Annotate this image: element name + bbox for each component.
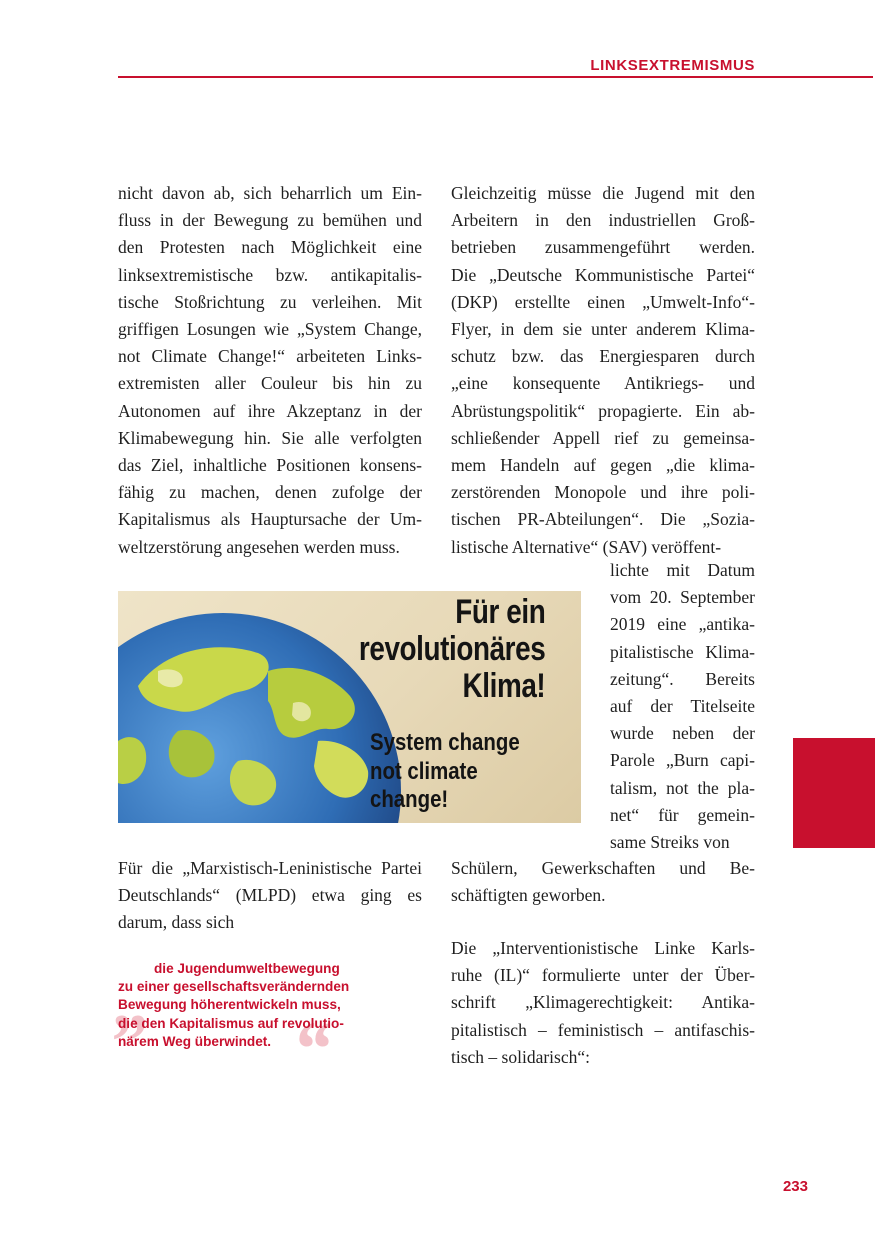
right-column-continuation [451,855,755,909]
text-line: schutz bzw. das Energiesparen durch [451,346,755,367]
climate-poster-image [118,591,581,823]
text-line: darum, dass sich [118,912,235,933]
text-line: linksextremistische bzw. antikapitalis- [118,264,422,285]
text-line: zerstörenden Monopole und ihre poli- [451,482,755,503]
text-line: pitalistische Klima- [610,641,755,662]
poster-subheading-line: change! [370,786,449,813]
poster-heading-line: Klima! [462,667,545,705]
text-line: Deutschlands“ (MLPD) etwa ging es [118,885,422,906]
text-line: pitalistisch – feministisch – antifaschis- [451,1019,755,1040]
running-header: LINKSEXTREMISMUS [590,57,755,74]
text-line: Für die „Marxistisch-Leninistische Partei [118,858,422,878]
right-column-paragraph [451,935,755,1071]
text-line: tische Stoßrichtung zu verleihen. Mit [118,291,422,312]
text-line: Flyer, in dem sie unter anderem Klima- [451,319,755,340]
pull-quote-line: die Jugendumweltbewegung [154,961,340,976]
text-line: (DKP) erstellte einen „Umwelt-Info“- [451,291,755,312]
text-line: Klimabewegung hin. Sie alle verfolgten [118,427,422,448]
text-line: 2019 eine „antika- [610,614,755,635]
left-column-text [118,180,422,561]
text-line: weltzerstörung angesehen werden muss. [118,536,400,557]
text-line: nicht davon ab, sich beharrlich um Ein- [118,183,422,203]
text-line: listische Alternative“ (SAV) veröffent- [451,536,722,557]
text-line: Parole „Burn capi- [610,750,755,771]
text-line: den Protesten nach Möglichkeit eine [118,237,422,258]
page-number: 233 [782,1178,808,1195]
closing-quote-mark: “ [292,1005,331,1092]
text-line: schrift „Klimagerechtigkeit: Antika- [451,992,755,1013]
text-line: not Climate Change!“ arbeiteten Links- [118,346,422,367]
text-line: Schülern, Gewerkschaften und Be- [451,858,755,878]
text-line: same Streiks von [610,832,730,853]
poster-heading-line: Für ein [454,593,545,631]
text-line: mem Handeln auf gegen „die klima- [451,455,755,476]
text-line: schäftigten geworben. [451,885,606,906]
text-line: talism, not the pla- [610,777,755,798]
text-line: „eine konsequente Antikriegs- und [451,373,755,394]
text-line: fluss in der Bewegung zu bemühen und [118,210,422,231]
right-column-text [451,180,755,561]
text-line: das Ziel, inhaltliche Positionen konsens- [118,455,422,476]
text-line: Arbeitern in den industriellen Groß- [451,210,755,231]
text-line: Gleichzeitig müsse die Jugend mit den [451,183,755,203]
poster-subheading-line: not climate [370,757,478,785]
text-line: lichte mit Datum [610,560,755,580]
text-line: schließender Appell rief zu gemeinsa- [451,427,755,448]
header-rule [118,76,873,78]
text-line: tisch – solidarisch“: [451,1046,591,1067]
poster-heading [359,594,545,705]
text-line: tischen PR-Abteilungen“. Die „Sozia- [451,509,755,530]
text-line: wurde neben der [610,723,755,744]
left-column-paragraph [118,855,422,937]
text-line: Die „Interventionistische Linke Karls- [451,938,755,958]
pull-quote-line: die den Kapitalismus auf revolutio- [118,1015,344,1031]
pull-quote-line: Bewegung höherentwickeln muss, [118,997,341,1013]
poster-heading-line: revolutionäres [358,630,545,668]
text-line: vom 20. September [610,587,755,608]
text-line: betrieben zusammengeführt werden. [451,237,755,258]
chapter-tab [793,738,875,848]
opening-quote-mark: „ [114,957,153,1044]
right-column-wrap-text [610,557,755,856]
poster-subheading-line: System change [370,729,520,756]
text-line: fähig zu machen, denen zufolge der [118,482,422,503]
text-line: auf der Titelseite [610,696,755,717]
text-line: net“ für gemein- [610,804,755,825]
text-line: Kapitalismus als Hauptursache der Um- [118,509,422,530]
text-line: extremisten aller Couleur bis hin zu [118,373,422,394]
text-line: Abrüstungspolitik“ propagierte. Ein ab- [451,400,755,421]
pull-quote [118,960,418,1051]
text-line: Autonomen auf ihre Akzeptanz in der [118,400,422,421]
text-line: Die „Deutsche Kommunistische Partei“ [451,264,755,285]
pull-quote-line: närem Weg überwindet. [118,1033,272,1049]
pull-quote-line: zu einer gesellschaftsverändernden [118,979,350,995]
poster-subheading [370,729,520,815]
text-line: zeitung“. Bereits [610,668,755,689]
text-line: ruhe (IL)“ formulierte unter der Über- [451,965,755,986]
text-line: griffigen Losungen wie „System Change, [118,319,422,340]
